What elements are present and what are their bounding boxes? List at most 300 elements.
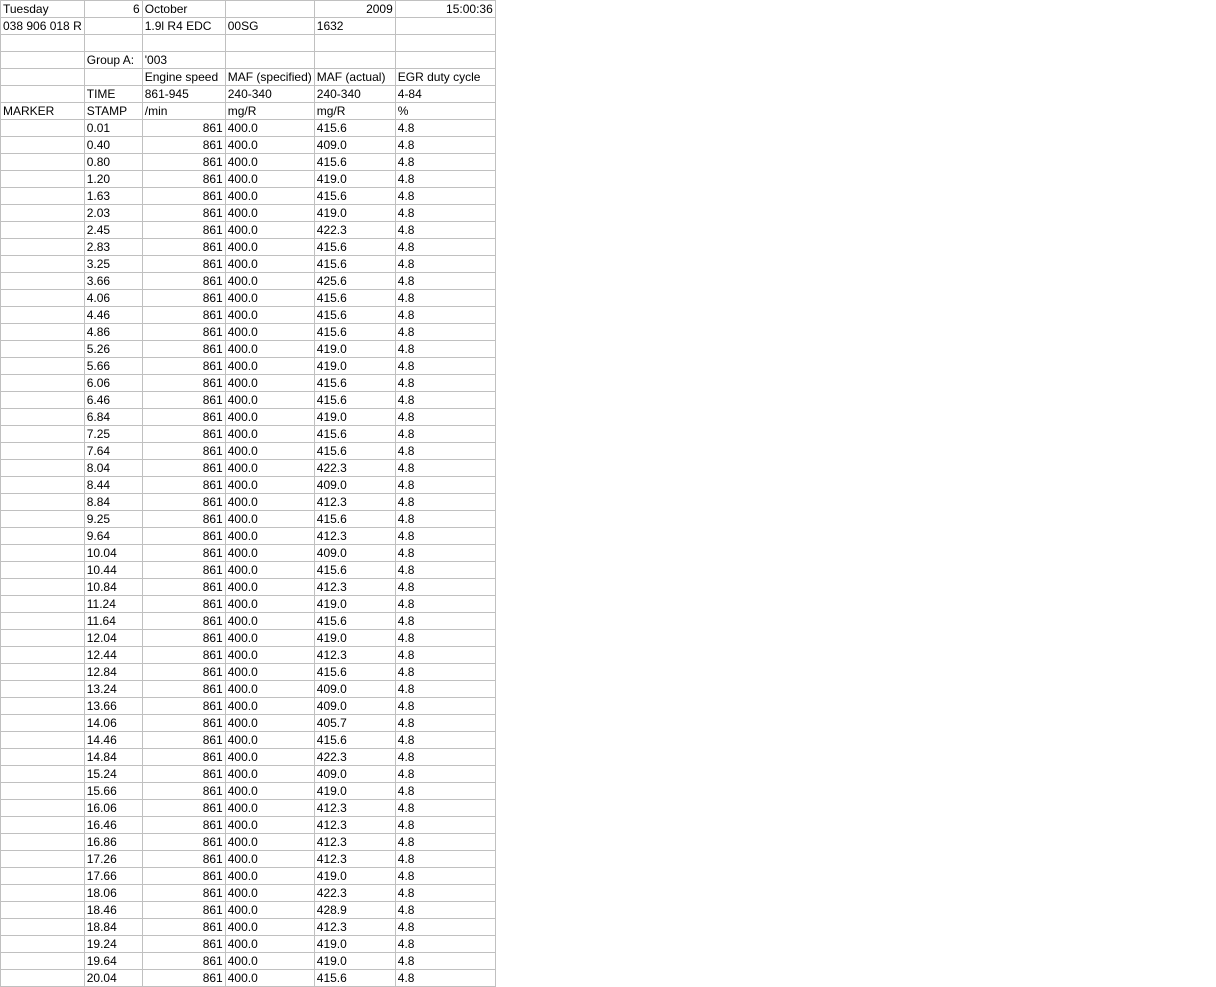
cell[interactable]: 4.8 [395, 443, 495, 460]
cell[interactable]: 861 [142, 528, 225, 545]
cell[interactable] [1, 35, 85, 52]
cell[interactable]: 7.25 [84, 426, 142, 443]
cell[interactable]: 4.8 [395, 358, 495, 375]
cell[interactable]: STAMP [84, 103, 142, 120]
cell[interactable] [1, 137, 85, 154]
cell[interactable]: 400.0 [225, 273, 314, 290]
cell[interactable]: 861 [142, 579, 225, 596]
cell[interactable]: 422.3 [314, 460, 395, 477]
cell[interactable]: 861 [142, 409, 225, 426]
cell[interactable]: 10.84 [84, 579, 142, 596]
cell[interactable]: 4.8 [395, 885, 495, 902]
cell[interactable]: 11.64 [84, 613, 142, 630]
cell[interactable]: 861 [142, 154, 225, 171]
cell[interactable]: 400.0 [225, 358, 314, 375]
cell[interactable]: 4.8 [395, 477, 495, 494]
cell[interactable]: 412.3 [314, 800, 395, 817]
cell[interactable]: 415.6 [314, 154, 395, 171]
cell[interactable]: '003 [142, 52, 225, 69]
cell[interactable]: 10.04 [84, 545, 142, 562]
cell[interactable]: 419.0 [314, 953, 395, 970]
cell[interactable]: 8.04 [84, 460, 142, 477]
cell[interactable]: 4.8 [395, 630, 495, 647]
cell[interactable]: 4.8 [395, 868, 495, 885]
cell[interactable]: 400.0 [225, 766, 314, 783]
cell[interactable]: 861 [142, 460, 225, 477]
cell[interactable]: 400.0 [225, 919, 314, 936]
cell[interactable]: 4.8 [395, 392, 495, 409]
cell[interactable]: 16.06 [84, 800, 142, 817]
cell[interactable]: 400.0 [225, 222, 314, 239]
cell[interactable] [395, 18, 495, 35]
cell[interactable]: 400.0 [225, 902, 314, 919]
cell[interactable]: 861 [142, 358, 225, 375]
cell[interactable]: 861 [142, 647, 225, 664]
cell[interactable]: 400.0 [225, 392, 314, 409]
cell[interactable]: 400.0 [225, 154, 314, 171]
cell[interactable]: 6.46 [84, 392, 142, 409]
cell[interactable]: 4.86 [84, 324, 142, 341]
cell[interactable] [1, 511, 85, 528]
cell[interactable] [1, 783, 85, 800]
cell[interactable]: 412.3 [314, 817, 395, 834]
cell[interactable]: 861 [142, 443, 225, 460]
cell[interactable]: 2009 [314, 1, 395, 18]
cell[interactable]: 16.86 [84, 834, 142, 851]
cell[interactable]: 4.8 [395, 834, 495, 851]
cell[interactable]: 400.0 [225, 715, 314, 732]
cell[interactable]: 861 [142, 477, 225, 494]
cell[interactable]: 7.64 [84, 443, 142, 460]
cell[interactable] [1, 324, 85, 341]
cell[interactable]: MAF (actual) [314, 69, 395, 86]
cell[interactable]: 240-340 [314, 86, 395, 103]
cell[interactable]: 861 [142, 171, 225, 188]
cell[interactable] [1, 681, 85, 698]
cell[interactable]: 400.0 [225, 528, 314, 545]
cell[interactable]: mg/R [314, 103, 395, 120]
cell[interactable]: 400.0 [225, 562, 314, 579]
cell[interactable]: 861 [142, 953, 225, 970]
cell[interactable]: MAF (specified) [225, 69, 314, 86]
cell[interactable]: 861 [142, 426, 225, 443]
cell[interactable]: 4.8 [395, 239, 495, 256]
cell[interactable]: 400.0 [225, 579, 314, 596]
cell[interactable]: 4.8 [395, 188, 495, 205]
cell[interactable] [225, 52, 314, 69]
cell[interactable] [1, 341, 85, 358]
cell[interactable] [314, 35, 395, 52]
cell[interactable]: 861 [142, 749, 225, 766]
cell[interactable]: 415.6 [314, 562, 395, 579]
cell[interactable]: 4.8 [395, 681, 495, 698]
cell[interactable]: 861 [142, 596, 225, 613]
cell[interactable]: Tuesday [1, 1, 85, 18]
cell[interactable]: 4.8 [395, 579, 495, 596]
cell[interactable]: 1.20 [84, 171, 142, 188]
cell[interactable]: 4.8 [395, 953, 495, 970]
cell[interactable]: 240-340 [225, 86, 314, 103]
cell[interactable]: 15:00:36 [395, 1, 495, 18]
cell[interactable]: 409.0 [314, 477, 395, 494]
cell[interactable] [84, 35, 142, 52]
cell[interactable]: 861 [142, 732, 225, 749]
cell[interactable]: 14.84 [84, 749, 142, 766]
cell[interactable]: 4.8 [395, 528, 495, 545]
cell[interactable]: 4.8 [395, 307, 495, 324]
cell[interactable]: 415.6 [314, 613, 395, 630]
cell[interactable] [1, 868, 85, 885]
cell[interactable]: 861 [142, 562, 225, 579]
cell[interactable]: 400.0 [225, 698, 314, 715]
cell[interactable]: 412.3 [314, 579, 395, 596]
cell[interactable]: 415.6 [314, 239, 395, 256]
cell[interactable]: 4.8 [395, 426, 495, 443]
cell[interactable]: 861 [142, 817, 225, 834]
cell[interactable]: 419.0 [314, 409, 395, 426]
cell[interactable]: 9.25 [84, 511, 142, 528]
cell[interactable]: 861 [142, 290, 225, 307]
cell[interactable]: 5.26 [84, 341, 142, 358]
cell[interactable]: 861 [142, 137, 225, 154]
cell[interactable]: 400.0 [225, 817, 314, 834]
cell[interactable]: 19.64 [84, 953, 142, 970]
cell[interactable]: 4.8 [395, 664, 495, 681]
cell[interactable]: 4.8 [395, 613, 495, 630]
cell[interactable]: 861 [142, 341, 225, 358]
cell[interactable] [1, 919, 85, 936]
cell[interactable]: 415.6 [314, 375, 395, 392]
cell[interactable]: 400.0 [225, 800, 314, 817]
cell[interactable]: 400.0 [225, 171, 314, 188]
cell[interactable] [1, 222, 85, 239]
cell[interactable]: 400.0 [225, 307, 314, 324]
cell[interactable] [1, 630, 85, 647]
cell[interactable]: 0.80 [84, 154, 142, 171]
cell[interactable]: TIME [84, 86, 142, 103]
cell[interactable] [1, 936, 85, 953]
cell[interactable]: 400.0 [225, 511, 314, 528]
cell[interactable]: 422.3 [314, 885, 395, 902]
cell[interactable]: 400.0 [225, 477, 314, 494]
cell[interactable]: 4.8 [395, 817, 495, 834]
cell[interactable]: 2.45 [84, 222, 142, 239]
cell[interactable]: 2.03 [84, 205, 142, 222]
cell[interactable]: 419.0 [314, 868, 395, 885]
cell[interactable]: 861 [142, 715, 225, 732]
cell[interactable] [1, 732, 85, 749]
cell[interactable] [1, 953, 85, 970]
cell[interactable]: 400.0 [225, 205, 314, 222]
cell[interactable]: 19.24 [84, 936, 142, 953]
cell[interactable]: 6.84 [84, 409, 142, 426]
cell[interactable]: 861 [142, 511, 225, 528]
cell[interactable]: 861 [142, 545, 225, 562]
cell[interactable] [1, 528, 85, 545]
cell[interactable]: 4.8 [395, 800, 495, 817]
cell[interactable]: Group A: [84, 52, 142, 69]
cell[interactable]: 1.63 [84, 188, 142, 205]
cell[interactable]: 4.8 [395, 902, 495, 919]
cell[interactable]: 4.8 [395, 647, 495, 664]
cell[interactable]: 400.0 [225, 851, 314, 868]
cell[interactable]: 861 [142, 919, 225, 936]
cell[interactable]: 409.0 [314, 545, 395, 562]
cell[interactable]: 400.0 [225, 375, 314, 392]
cell[interactable]: 4.8 [395, 596, 495, 613]
cell[interactable]: 5.66 [84, 358, 142, 375]
cell[interactable]: 419.0 [314, 630, 395, 647]
cell[interactable] [1, 86, 85, 103]
cell[interactable]: 400.0 [225, 783, 314, 800]
cell[interactable]: 861 [142, 188, 225, 205]
cell[interactable]: 400.0 [225, 290, 314, 307]
cell[interactable]: % [395, 103, 495, 120]
cell[interactable]: 861 [142, 885, 225, 902]
cell[interactable]: 400.0 [225, 256, 314, 273]
cell[interactable] [1, 69, 85, 86]
cell[interactable]: 1632 [314, 18, 395, 35]
cell[interactable] [1, 902, 85, 919]
cell[interactable] [395, 35, 495, 52]
cell[interactable]: 400.0 [225, 834, 314, 851]
cell[interactable]: 4.8 [395, 851, 495, 868]
cell[interactable]: 6.06 [84, 375, 142, 392]
cell[interactable]: 415.6 [314, 120, 395, 137]
cell[interactable] [1, 545, 85, 562]
cell[interactable]: 4.8 [395, 970, 495, 987]
cell[interactable]: 4.8 [395, 460, 495, 477]
cell[interactable]: 4.8 [395, 732, 495, 749]
cell[interactable] [1, 273, 85, 290]
cell[interactable]: 415.6 [314, 256, 395, 273]
cell[interactable]: 4.46 [84, 307, 142, 324]
cell[interactable]: 400.0 [225, 630, 314, 647]
cell[interactable]: /min [142, 103, 225, 120]
cell[interactable]: 861 [142, 800, 225, 817]
cell[interactable]: 1.9l R4 EDC [142, 18, 225, 35]
cell[interactable]: 4.8 [395, 273, 495, 290]
cell[interactable]: 409.0 [314, 766, 395, 783]
cell[interactable] [1, 52, 85, 69]
cell[interactable]: 4.8 [395, 409, 495, 426]
cell[interactable]: 415.6 [314, 970, 395, 987]
cell[interactable]: 400.0 [225, 443, 314, 460]
cell[interactable]: 415.6 [314, 511, 395, 528]
cell[interactable] [1, 290, 85, 307]
cell[interactable]: 861 [142, 375, 225, 392]
cell[interactable]: 4.8 [395, 562, 495, 579]
cell[interactable]: 861 [142, 783, 225, 800]
cell[interactable]: 9.64 [84, 528, 142, 545]
cell[interactable]: 16.46 [84, 817, 142, 834]
cell[interactable]: 4.8 [395, 919, 495, 936]
cell[interactable]: 00SG [225, 18, 314, 35]
cell[interactable]: 400.0 [225, 188, 314, 205]
cell[interactable]: 861 [142, 494, 225, 511]
cell[interactable]: Engine speed [142, 69, 225, 86]
cell[interactable]: 038 906 018 R [1, 18, 85, 35]
cell[interactable] [1, 647, 85, 664]
cell[interactable]: 4.8 [395, 256, 495, 273]
cell[interactable]: 400.0 [225, 732, 314, 749]
cell[interactable]: 4.8 [395, 511, 495, 528]
cell[interactable] [84, 69, 142, 86]
cell[interactable]: 400.0 [225, 341, 314, 358]
cell[interactable]: 18.84 [84, 919, 142, 936]
cell[interactable] [1, 460, 85, 477]
cell[interactable]: 400.0 [225, 681, 314, 698]
cell[interactable]: 18.46 [84, 902, 142, 919]
cell[interactable]: 8.84 [84, 494, 142, 511]
cell[interactable]: 0.40 [84, 137, 142, 154]
cell[interactable]: 14.06 [84, 715, 142, 732]
cell[interactable] [1, 375, 85, 392]
cell[interactable] [1, 800, 85, 817]
cell[interactable]: 409.0 [314, 698, 395, 715]
cell[interactable]: 412.3 [314, 528, 395, 545]
cell[interactable]: 861 [142, 222, 225, 239]
cell[interactable]: 4.8 [395, 137, 495, 154]
cell[interactable]: 415.6 [314, 392, 395, 409]
cell[interactable]: 3.66 [84, 273, 142, 290]
cell[interactable]: 400.0 [225, 596, 314, 613]
cell[interactable]: 4.8 [395, 545, 495, 562]
cell[interactable]: MARKER [1, 103, 85, 120]
cell[interactable]: 13.66 [84, 698, 142, 715]
cell[interactable]: 8.44 [84, 477, 142, 494]
cell[interactable]: 12.04 [84, 630, 142, 647]
cell[interactable]: 409.0 [314, 137, 395, 154]
cell[interactable]: 4.8 [395, 494, 495, 511]
cell[interactable]: 422.3 [314, 222, 395, 239]
cell[interactable] [1, 579, 85, 596]
cell[interactable]: 428.9 [314, 902, 395, 919]
cell[interactable]: October [142, 1, 225, 18]
cell[interactable] [1, 766, 85, 783]
cell[interactable] [225, 1, 314, 18]
cell[interactable]: 415.6 [314, 426, 395, 443]
cell[interactable]: 861 [142, 936, 225, 953]
cell[interactable] [1, 817, 85, 834]
cell[interactable]: 405.7 [314, 715, 395, 732]
cell[interactable]: 400.0 [225, 885, 314, 902]
cell[interactable]: 400.0 [225, 120, 314, 137]
cell[interactable]: 400.0 [225, 324, 314, 341]
cell[interactable]: 11.24 [84, 596, 142, 613]
cell[interactable]: 415.6 [314, 290, 395, 307]
cell[interactable]: 400.0 [225, 749, 314, 766]
cell[interactable]: 861 [142, 392, 225, 409]
cell[interactable]: 412.3 [314, 834, 395, 851]
cell[interactable]: 14.46 [84, 732, 142, 749]
cell[interactable]: 4.8 [395, 290, 495, 307]
cell[interactable]: 861 [142, 681, 225, 698]
cell[interactable] [1, 715, 85, 732]
cell[interactable]: 422.3 [314, 749, 395, 766]
cell[interactable]: 400.0 [225, 409, 314, 426]
cell[interactable] [1, 256, 85, 273]
cell[interactable]: 400.0 [225, 426, 314, 443]
cell[interactable]: 17.66 [84, 868, 142, 885]
cell[interactable]: 18.06 [84, 885, 142, 902]
cell[interactable]: 419.0 [314, 783, 395, 800]
cell[interactable]: 415.6 [314, 307, 395, 324]
cell[interactable]: 4.8 [395, 749, 495, 766]
cell[interactable]: 4.8 [395, 171, 495, 188]
cell[interactable] [1, 970, 85, 987]
cell[interactable] [1, 596, 85, 613]
cell[interactable] [1, 834, 85, 851]
cell[interactable]: 400.0 [225, 460, 314, 477]
cell[interactable]: 4.8 [395, 120, 495, 137]
cell[interactable]: 400.0 [225, 868, 314, 885]
cell[interactable]: 17.26 [84, 851, 142, 868]
cell[interactable]: 400.0 [225, 137, 314, 154]
cell[interactable]: 20.04 [84, 970, 142, 987]
cell[interactable]: 415.6 [314, 732, 395, 749]
cell[interactable]: 12.44 [84, 647, 142, 664]
cell[interactable]: 4.8 [395, 936, 495, 953]
cell[interactable] [1, 613, 85, 630]
cell[interactable]: 415.6 [314, 443, 395, 460]
cell[interactable]: 400.0 [225, 613, 314, 630]
cell[interactable]: 4.8 [395, 766, 495, 783]
cell[interactable]: 861 [142, 307, 225, 324]
cell[interactable]: 15.24 [84, 766, 142, 783]
cell[interactable]: 425.6 [314, 273, 395, 290]
cell[interactable]: 4.8 [395, 205, 495, 222]
cell[interactable]: 412.3 [314, 647, 395, 664]
cell[interactable]: 13.24 [84, 681, 142, 698]
cell[interactable]: 400.0 [225, 970, 314, 987]
cell[interactable]: mg/R [225, 103, 314, 120]
cell[interactable] [1, 664, 85, 681]
cell[interactable] [1, 205, 85, 222]
cell[interactable]: 4.8 [395, 154, 495, 171]
cell[interactable]: 861-945 [142, 86, 225, 103]
cell[interactable]: 400.0 [225, 239, 314, 256]
cell[interactable]: 861 [142, 868, 225, 885]
cell[interactable]: 4.8 [395, 324, 495, 341]
cell[interactable] [1, 851, 85, 868]
cell[interactable]: 861 [142, 766, 225, 783]
cell[interactable] [395, 52, 495, 69]
cell[interactable]: 861 [142, 630, 225, 647]
cell[interactable]: 419.0 [314, 358, 395, 375]
cell[interactable] [1, 698, 85, 715]
cell[interactable] [1, 443, 85, 460]
cell[interactable]: 12.84 [84, 664, 142, 681]
cell[interactable] [225, 35, 314, 52]
cell[interactable]: 419.0 [314, 936, 395, 953]
cell[interactable]: 861 [142, 970, 225, 987]
cell[interactable]: 419.0 [314, 341, 395, 358]
cell[interactable]: 861 [142, 834, 225, 851]
cell[interactable] [84, 18, 142, 35]
cell[interactable]: 412.3 [314, 851, 395, 868]
cell[interactable] [1, 426, 85, 443]
cell[interactable]: 15.66 [84, 783, 142, 800]
cell[interactable] [1, 749, 85, 766]
cell[interactable] [314, 52, 395, 69]
cell[interactable]: 861 [142, 664, 225, 681]
cell[interactable] [1, 562, 85, 579]
cell[interactable]: 415.6 [314, 664, 395, 681]
cell[interactable]: 861 [142, 851, 225, 868]
cell[interactable]: 861 [142, 273, 225, 290]
cell[interactable]: 861 [142, 613, 225, 630]
